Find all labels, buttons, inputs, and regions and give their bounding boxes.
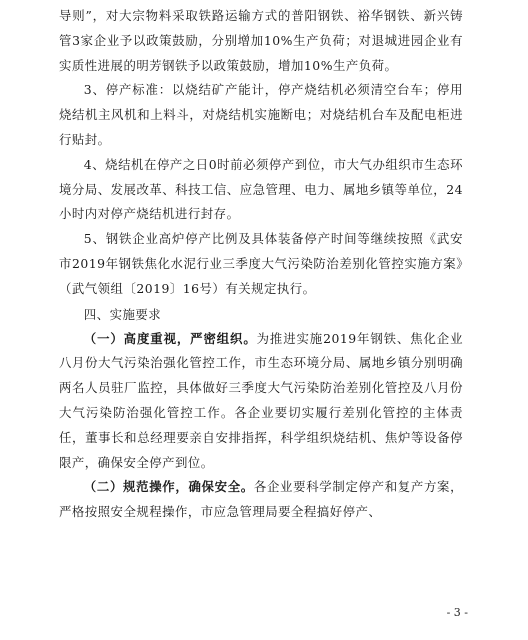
requirement-1 — [59, 327, 463, 476]
requirement-2 — [59, 475, 463, 525]
requirement-text: 为推进实施2019年钢铁、焦化企业八月份大气污染治强化管控工作，市生态环境分局、属地乡镇分别明确两名人员驻厂监控，具体做好三季度大气污染防治差别化管控及八月份大气污染防治强化管控工作。各企业要切实履行差别化管控的主体责任，董事长和总经理要亲自安排指挥，科学组织烧结机、焦炉等设备停限产，确保安全停产到位。 — [59, 330, 463, 470]
paragraph-stop-standard — [59, 78, 463, 152]
document-body — [59, 4, 463, 525]
paragraph-text: 3、停产标准：以烧结矿产能计，停产烧结机必须清空台车；停用烧结机主风机和上料斗，对烧结机实施断电；对烧结机台车及配电柜进行贴封。 — [59, 82, 463, 147]
requirement-text: 各企业要科学制定停产和复产方案，严格按照安全规程操作，市应急管理局要全程搞好停产、 — [59, 479, 464, 520]
paragraph-text: 4、烧结机在停产之日0时前必须停产到位，市大气办组织市生态环境分局、发展改革、科技工信、应急管理、电力、属地乡镇等单位，24小时内对停产烧结机进行封存。 — [59, 156, 463, 222]
paragraph-text: 导则”，对大宗物料采取铁路运输方式的普阳钢铁、裕华钢铁、新兴铸管3家企业予以政策鼓励，分别增加10%生产负荷；对退城进园企业有实质性进展的明芳钢铁予以政策鼓励，增加10%生产负荷。 — [59, 8, 463, 73]
page-number: - 3 - — [446, 606, 468, 619]
paragraph-blast-furnace — [59, 227, 463, 301]
paragraph-text: 5、钢铁企业高炉停产比例及具体装备停产时间等继续按照《武安市2019年钢铁焦化水泥行业三季度大气污染防治差别化管控实施方案》（武气领组〔2019〕16号）有关规定执行。 — [59, 231, 463, 296]
section-heading: 四、实施要求 — [83, 306, 162, 322]
requirement-lead: （一）高度重视，严密组织。 — [83, 330, 257, 346]
paragraph-sintering-deadline — [59, 153, 463, 227]
requirement-lead: （二）规范操作，确保安全。 — [83, 479, 254, 495]
paragraph-continuation — [59, 4, 463, 78]
